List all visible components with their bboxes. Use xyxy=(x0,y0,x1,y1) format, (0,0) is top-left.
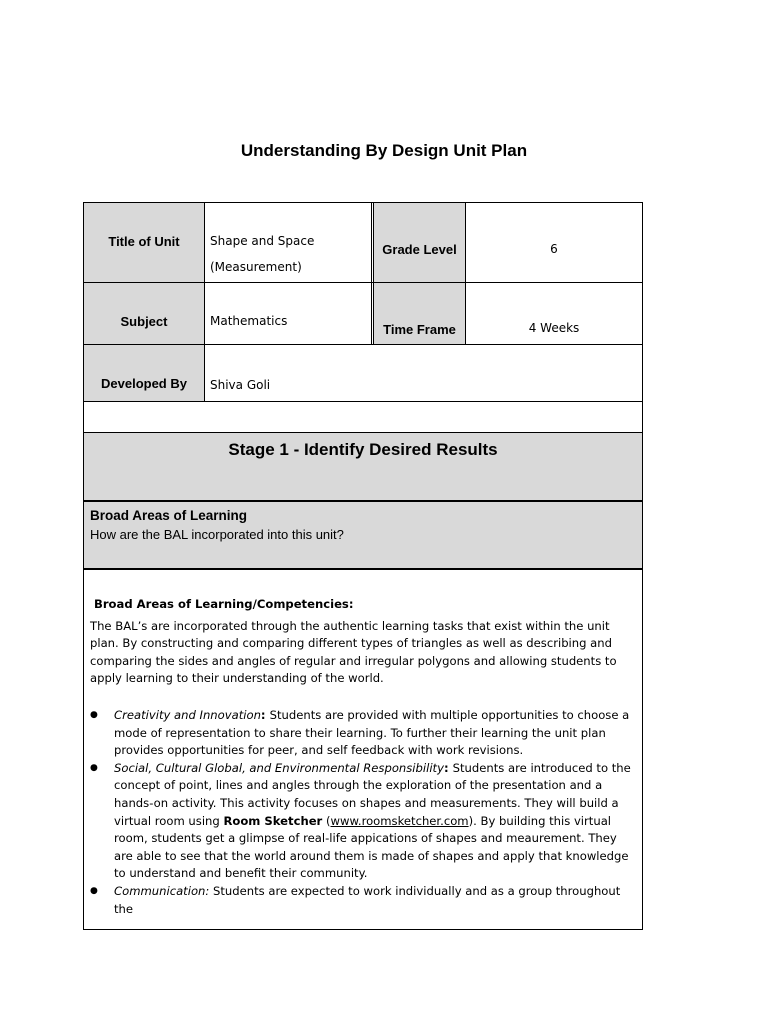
title-of-unit-line2: (Measurement) xyxy=(210,260,302,274)
bal-content-subheading: Broad Areas of Learning/Competencies: xyxy=(94,597,354,611)
bullet-term: Communication: xyxy=(114,883,210,898)
list-item: ● Social, Cultural Global, and Environmental Responsibility: Students are introduced to the concept of point, lines and angles through the exploration of the presentation and a hands-on activity. This activity focuses on shapes and measurements. They will build a virtual room using Room Sketcher (www.roomsketcher.com). By building this virtual room, students get a glimpse of real-life appications of shapes and meaurement. They are able to see that the world around them is made of shapes and apply that knowledge to understand and benefit their community. xyxy=(90,760,632,883)
document-title: Understanding By Design Unit Plan xyxy=(240,141,528,160)
developed-by-value: Shiva Goli xyxy=(210,378,271,392)
title-of-unit-label: Title of Unit xyxy=(108,234,180,249)
tool-name: Room Sketcher xyxy=(223,813,323,828)
bullet-term: Social, Cultural Global, and Environmental Responsibility xyxy=(114,760,444,775)
bullet-text-continued: ). By building this virtual room, students get a glimpse of real-life appications of shapes and meaurement. They are able to see that the world around them is made of shapes and apply that knowledge to understand and benefit their community. xyxy=(114,813,629,881)
title-of-unit-value xyxy=(210,234,370,274)
roomsketcher-link[interactable]: www.roomsketcher.com xyxy=(330,813,469,828)
subject-value: Mathematics xyxy=(210,314,288,328)
time-frame-label: Time Frame xyxy=(383,322,456,337)
stage1-heading: Stage 1 - Identify Desired Results xyxy=(228,440,498,459)
bullet-text: Students are provided with multiple opportunities to choose a mode of representation to share their learning. To further their learning the unit plan provides opportunities for peer, and self feedback with work revisions. xyxy=(114,707,630,758)
bal-bullet-list xyxy=(90,707,632,918)
title-of-unit-line1: Shape and Space xyxy=(210,234,315,248)
time-frame-value: 4 Weeks xyxy=(528,321,580,335)
unit-info-table xyxy=(83,202,643,402)
bullet-term: Creativity and Innovation xyxy=(114,707,261,722)
bal-question: How are the BAL incorporated into this unit? xyxy=(90,527,344,542)
grade-level-label: Grade Level xyxy=(382,242,457,257)
list-item xyxy=(90,883,632,918)
list-item: ● Creativity and Innovation: Students are provided with multiple opportunities to choose a mode of representation to share their learning. To further their learning the unit plan provides opportunities for peer, and self feedback with work revisions. xyxy=(90,707,632,760)
bal-content-intro: The BAL’s are incorporated through the authentic learning tasks that exist within the unit plan. By constructing and comparing different types of triangles as well as describing and comparing the sides and angles of regular and irregular polygons and allowing students to apply learning to their understanding of the world. xyxy=(90,618,617,686)
bal-content xyxy=(90,596,632,918)
bal-heading: Broad Areas of Learning xyxy=(90,508,248,523)
grade-level-value: 6 xyxy=(550,242,558,256)
bullet-text: Students are introduced to the concept of point, lines and angles through the exploration of the presentation and a hands-on activity. This activity focuses on shapes and measurements. They will build a virtual room using xyxy=(114,760,631,828)
developed-by-label-cell xyxy=(84,345,204,402)
bullet-text: Students are expected to work individually and as a group throughout the xyxy=(114,883,621,916)
stage1-table xyxy=(83,401,643,930)
developed-by-label: Developed By xyxy=(101,376,187,391)
subject-label: Subject xyxy=(120,314,168,329)
